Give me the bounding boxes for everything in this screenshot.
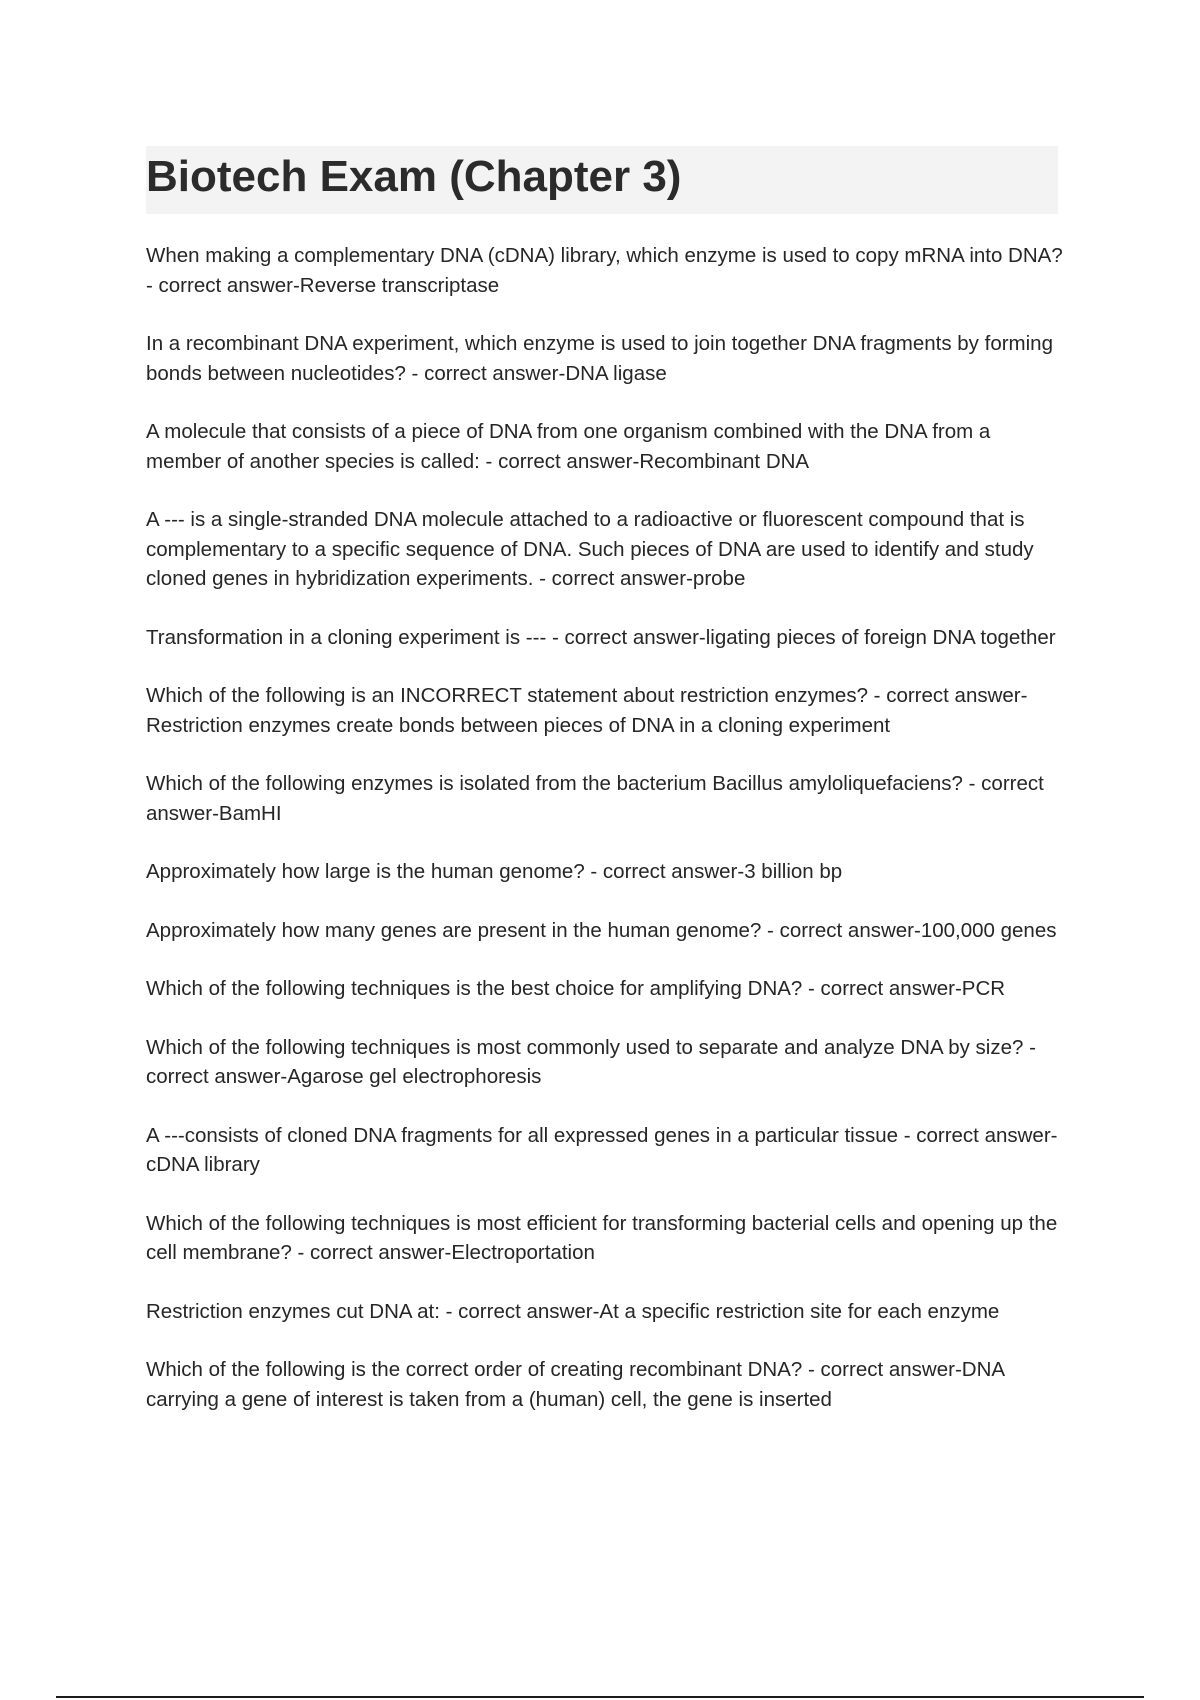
question-answer-list — [146, 241, 1066, 1443]
qa-item-10: Which of the following techniques is the best choice for amplifying DNA? - correct answer-PCR — [146, 977, 1006, 1000]
qa-item-7: Which of the following enzymes is isolated from the bacterium Bacillus amyloliquefaciens? - correct answer-BamHI — [146, 772, 1044, 825]
qa-item-13: Which of the following techniques is most efficient for transforming bacterial cells and opening up the cell membrane? - correct answer-Electroportation — [146, 1211, 1058, 1264]
qa-item-6: Which of the following is an INCORRECT statement about restriction enzymes? - correct answer-Restriction enzymes create bonds between pieces of DNA in a cloning experiment — [146, 684, 1028, 737]
qa-item-9: Approximately how many genes are present in the human genome? - correct answer-100,000 genes — [146, 918, 1057, 942]
qa-item-1: When making a complementary DNA (cDNA) library, which enzyme is used to copy mRNA into DNA? - correct answer-Reverse transcriptase — [146, 244, 1063, 297]
qa-item-14: Restriction enzymes cut DNA at: - correct answer-At a specific restriction site for each enzyme — [146, 1299, 1000, 1323]
qa-item-11: Which of the following techniques is most commonly used to separate and analyze DNA by size? - correct answer-Agarose gel electrophoresis — [146, 1035, 1036, 1088]
page-bottom-rule — [56, 1696, 1144, 1698]
qa-item-8: Approximately how large is the human genome? - correct answer-3 billion bp — [146, 860, 843, 883]
qa-item-4: A --- is a single-stranded DNA molecule attached to a radioactive or fluorescent compound that is complementary to a specific sequence of DNA. Such pieces of DNA are used to identify and study cloned genes in hybridization experiments. - correct answer-probe — [146, 508, 1034, 590]
page-title: Biotech Exam (Chapter 3) — [146, 152, 682, 201]
qa-item-2: In a recombinant DNA experiment, which enzyme is used to join together DNA fragments by forming bonds between nucleotides? - correct answer-DNA ligase — [146, 332, 1053, 385]
qa-item-5: Transformation in a cloning experiment is --- - correct answer-ligating pieces of foreign DNA together — [146, 625, 1056, 649]
qa-item-15: Which of the following is the correct order of creating recombinant DNA? - correct answer-DNA carrying a gene of interest is taken from a (human) cell, the gene is inserted — [146, 1358, 1004, 1411]
qa-item-3: A molecule that consists of a piece of DNA from one organism combined with the DNA from a member of another species is called: - correct answer-Recombinant DNA — [146, 420, 991, 473]
qa-item-12: A ---consists of cloned DNA fragments for all expressed genes in a particular tissue - correct answer-cDNA library — [146, 1123, 1058, 1176]
